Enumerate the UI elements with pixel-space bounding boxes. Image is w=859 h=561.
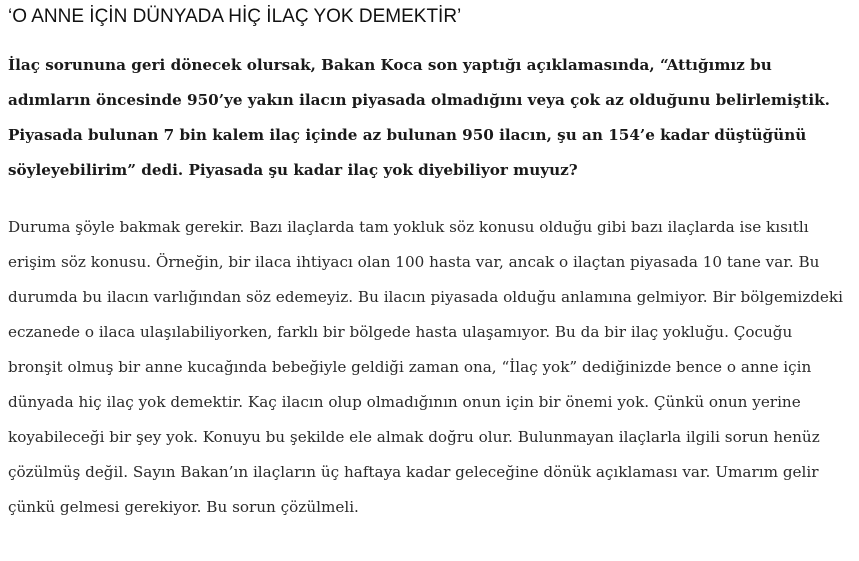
article-body (8, 0, 851, 525)
section-heading: ‘O ANNE İÇİN DÜNYADA HİÇ İLAÇ YOK DEMEKTİR’ (8, 6, 462, 27)
interview-question: İlaç sorununa geri dönecek olursak, Bakan Koca son yaptığı açıklamasında, “Attığımız bu adımların öncesinde 950’ye yakın ilacın piyasada olmadığını veya çok az olduğunu belirlemiştik. Piyasada bulunan 7 bin kalem ilaç içinde az bulunan 950 ilacın, şu an 154’e kadar düştüğünü söyleyebilirim” dedi. Piyasada şu kadar ilaç yok diyebiliyor muyuz? (8, 56, 830, 179)
interview-answer: Duruma şöyle bakmak gerekir. Bazı ilaçlarda tam yokluk söz konusu olduğu gibi bazı ilaçlarda ise kısıtlı erişim söz konusu. Örneğin, bir ilaca ihtiyacı olan 100 hasta var, ancak o ilaçtan piyasada 10 tane var. Bu durumda bu ilacın varlığından söz edemeyiz. Bu ilacın piyasada olduğu anlamına gelmiyor. Bir bölgemizdeki eczanede o ilaca ulaşılabiliyorken, farklı bir bölgede hasta ulaşamıyor. Bu da bir ilaç yokluğu. Çocuğu bronşit olmuş bir anne kucağında bebeğiyle geldiği zaman ona, “İlaç yok” dediğinizde bence o anne için dünyada hiç ilaç yok demektir. Kaç ilacın olup olmadığının onun için bir önemi yok. Çünkü onun yerine koyabileceği bir şey yok. Konuyu bu şekilde ele almak doğru olur. Bulunmayan ilaçlarla ilgili sorun henüz çözülmüş değil. Sayın Bakan’ın ilaçların üç haftaya kadar geleceğine dönük açıklaması var. Umarım gelir çünkü gelmesi gerekiyor. Bu sorun çözülmeli. (8, 218, 843, 516)
